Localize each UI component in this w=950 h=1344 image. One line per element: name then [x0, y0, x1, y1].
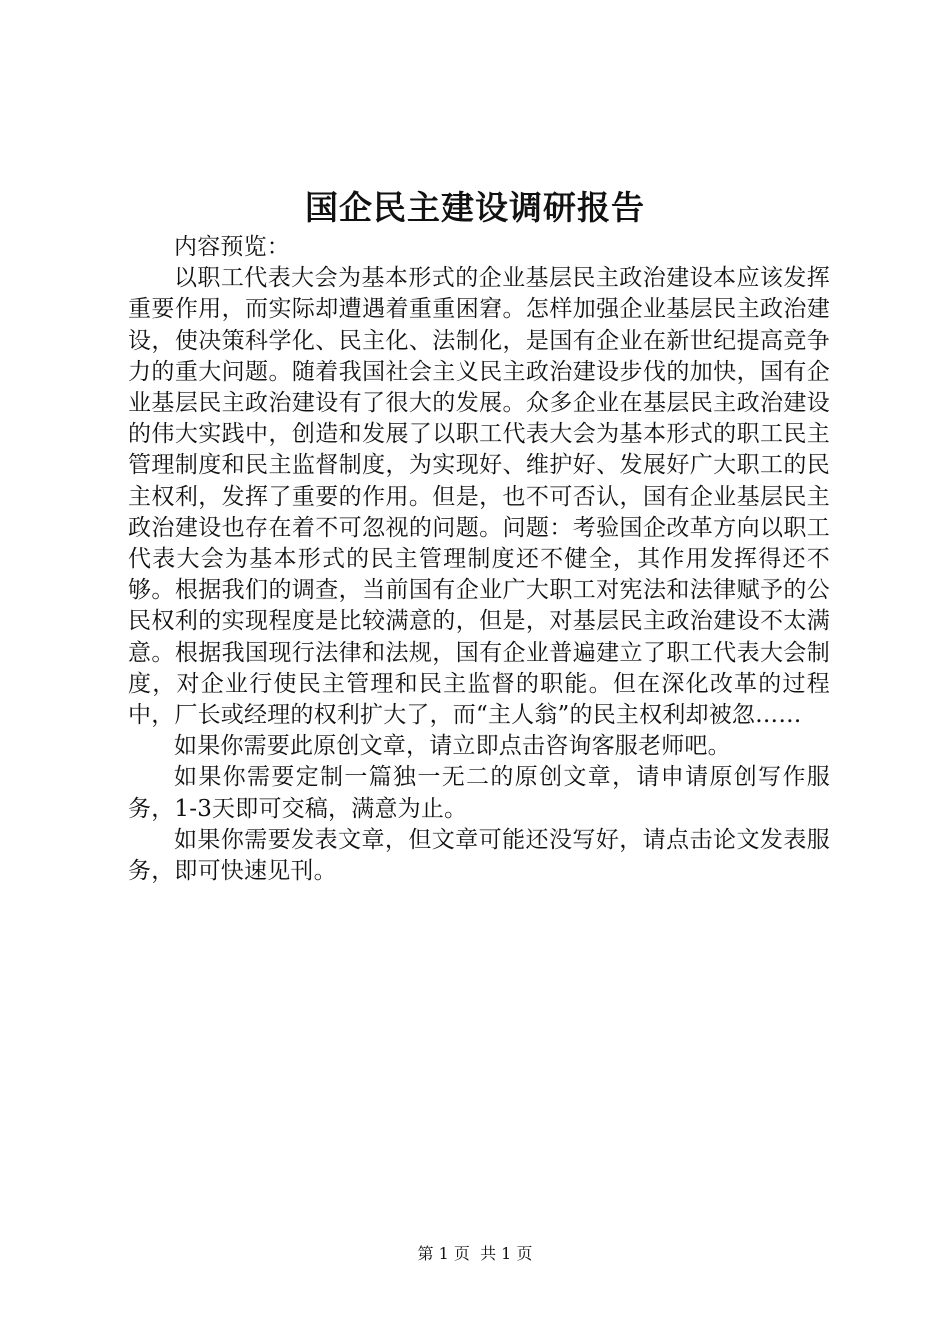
page-number: 第 1 页 共 1 页: [417, 1244, 533, 1263]
document-title: 国企民主建设调研报告: [305, 188, 645, 227]
page-footer: [0, 1244, 950, 1264]
notice-consult: 如果你需要此原创文章，请立即点击咨询客服老师吧。: [174, 733, 731, 760]
main-paragraph: 以职工代表大会为基本形式的企业基层民主政治建设本应该发挥重要作用，而实际却遭遇着重重困窘。怎样加强企业基层民主政治建设，使决策科学化、民主化、法制化，是国有企业在新世纪提高竞争力的重大问题。随着我国社会主义民主政治建设步伐的加快，国有企业基层民主政治建设有了很大的发展。众多企业在基层民主政治建设的伟大实践中，创造和发展了以职工代表大会为基本形式的职工民主管理制度和民主监督制度，为实现好、维护好、发展好广大职工的民主权利，发挥了重要的作用。但是，也不可否认，国有企业基层民主政治建设也存在着不可忽视的问题。问题：考验国企改革方向以职工代表大会为基本形式的民主管理制度还不健全，其作用发挥得还不够。根据我们的调查，当前国有企业广大职工对宪法和法律赋予的公民权利的实现程度是比较满意的，但是，对基层民主政治建设不太满意。根据我国现行法律和法规，国有企业普遍建立了职工代表大会制度，对企业行使民主管理和民主监督的职能。但在深化改革的过程中，厂长或经理的权利扩大了，而“主人翁”的民主权利却被忽……: [128, 265, 830, 729]
preview-label: 内容预览：: [174, 234, 290, 260]
notice-custom-writing: 如果你需要定制一篇独一无二的原创文章，请申请原创写作服务，1-3天即可交稿，满意为止。: [128, 764, 830, 822]
document-body: [128, 232, 830, 887]
notice-publishing: 如果你需要发表文章，但文章可能还没写好，请点击论文发表服务，即可快速见刊。: [128, 826, 830, 885]
